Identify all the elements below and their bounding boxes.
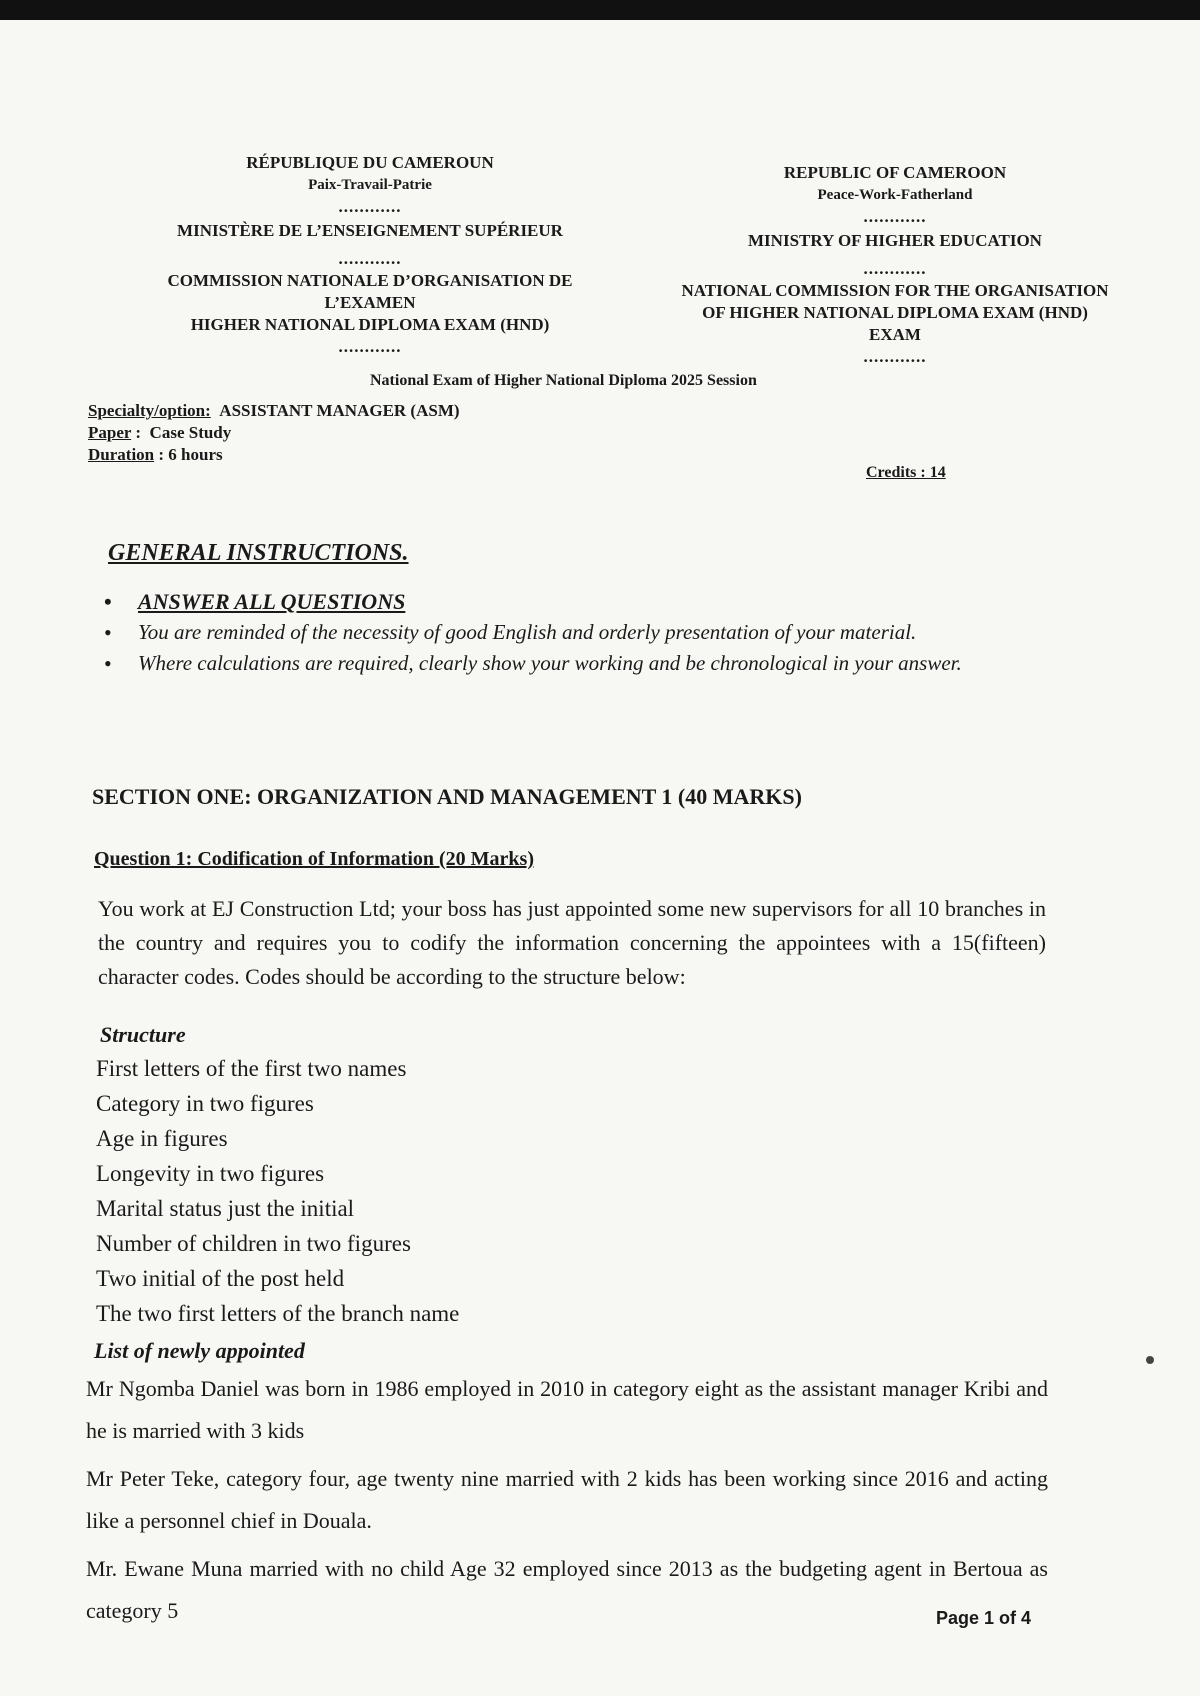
structure-item: First letters of the first two names [96,1056,407,1081]
appointee-list [86,1368,1048,1632]
exam-details: Specialty/option: ASSISTANT MANAGER (ASM) Paper : Case Study Duration : 6 hours [88,401,460,464]
appointee-item: Mr Ngomba Daniel was born in 1986 employed in 2010 in category eight as the assistant manager Kribi and he is married with 3 kids [86,1376,1048,1443]
separator-dots: ............ [338,197,402,216]
specialty-label: Specialty/option: [88,401,211,420]
appointee-item: Mr. Ewane Muna married with no child Age 32 employed since 2013 as the budgeting agent in Bertoua as category 5 [86,1556,1048,1623]
motto-en: Peace-Work-Fatherland [817,187,973,203]
structure-item: Number of children in two figures [96,1231,411,1256]
speck-mark [1146,1356,1154,1364]
structure-item: Marital status just the initial [96,1196,355,1221]
duration-label: Duration [88,445,155,464]
structure-item: Longevity in two figures [96,1161,325,1186]
separator-dots: ............ [863,207,927,226]
commission-en-2: OF HIGHER NATIONAL DIPLOMA EXAM (HND) [702,303,1088,322]
structure-item: Two initial of the post held [96,1266,345,1291]
republic-fr: RÉPUBLIQUE DU CAMEROUN [246,153,494,172]
separator-dots: ............ [863,347,927,366]
instruction-item: • ANSWER ALL QUESTIONS [100,588,1048,615]
separator-dots: ............ [338,249,402,268]
list-title: List of newly appointed [94,1338,305,1363]
structure-item: The two first letters of the branch name [96,1301,460,1326]
paper-value: Case Study [149,423,232,442]
page-top-edge [0,0,1200,20]
exam-en: EXAM [869,325,921,344]
commission-fr-2: L’EXAMEN [324,293,416,312]
hnd-fr: HIGHER NATIONAL DIPLOMA EXAM (HND) [190,315,550,334]
question-1-intro: You work at EJ Construction Ltd; your boss has just appointed some new supervisors for all 10 branches in the country and requires you to codify the information concerning the appointees with a 15(fifteen) character codes. Codes should be according to the structure below: [98,896,1046,989]
session-title: National Exam of Higher National Diploma 2025 Session [370,372,757,389]
ministry-en: MINISTRY OF HIGHER EDUCATION [748,231,1042,250]
paper-label: Paper [88,423,132,442]
exam-page [0,20,1200,1696]
ministry-fr: MINISTÈRE DE L’ENSEIGNEMENT SUPÉRIEUR [177,221,563,240]
republic-en: REPUBLIC OF CAMEROON [783,163,1007,182]
instruction-item: • Where calculations are required, clearly show your working and be chronological in your answer. [100,650,1048,677]
section-one-title: SECTION ONE: ORGANIZATION AND MANAGEMENT 1 (40 MARKS) [92,784,802,809]
commission-en: NATIONAL COMMISSION FOR THE ORGANISATION [681,281,1109,300]
header-english [650,162,1140,368]
instructions-list [100,588,1048,681]
duration-value: 6 hours [168,445,223,464]
motto-fr: Paix-Travail-Patrie [308,177,432,193]
question-1-title: Question 1: Codification of Information (20 Marks) [94,848,534,870]
structure-item: Age in figures [96,1126,228,1151]
instruction-item: • You are reminded of the necessity of good English and orderly presentation of your material. [100,619,1048,646]
header-french [90,152,650,358]
credits: Credits : 14 [866,464,946,481]
general-instructions-title: GENERAL INSTRUCTIONS. [108,540,409,566]
separator-dots: ............ [863,259,927,278]
separator-dots: ............ [338,337,402,356]
commission-fr: COMMISSION NATIONALE D’ORGANISATION DE [167,271,573,290]
structure-list [96,1056,696,1336]
specialty-value: ASSISTANT MANAGER (ASM) [219,401,460,420]
appointee-item: Mr Peter Teke, category four, age twenty nine married with 2 kids has been working since 2016 and acting like a personnel chief in Douala. [86,1466,1048,1533]
page-number: Page 1 of 4 [936,1608,1032,1628]
structure-item: Category in two figures [96,1091,314,1116]
structure-title: Structure [100,1022,186,1047]
